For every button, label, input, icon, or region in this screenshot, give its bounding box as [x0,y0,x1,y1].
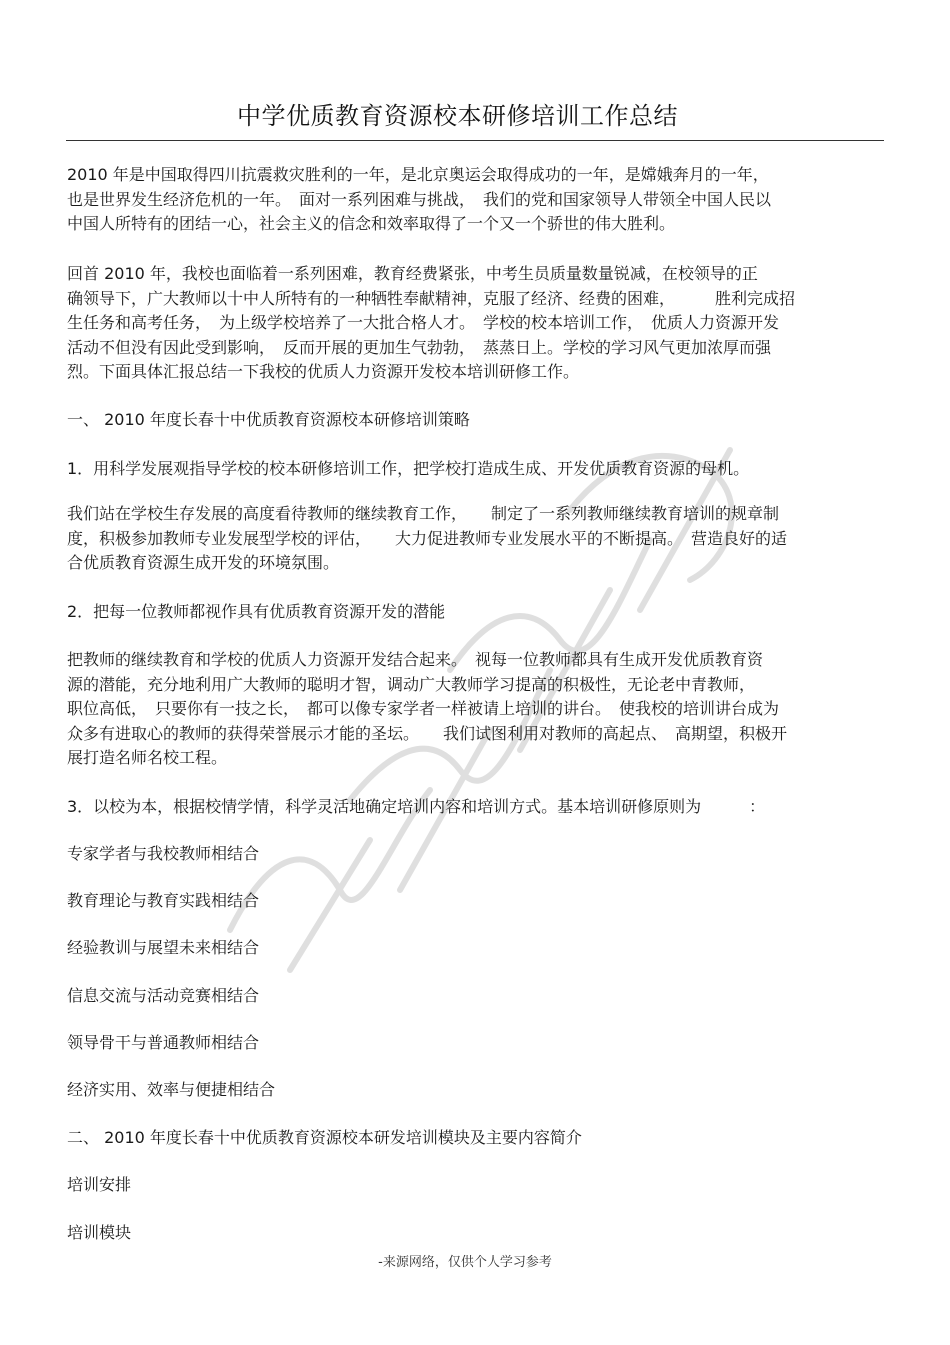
text-line: 活动不但没有因此受到影响， 反而开展的更加生气勃勃， 蒸蒸日上。学校的学习风气更加浓厚而强 [67,337,772,357]
paragraph [67,1078,882,1103]
text-line: 2010 年是中国取得四川抗震救灾胜利的一年，是北京奥运会取得成功的一年，是嫦娥奔月的一年， [67,165,769,184]
text-line: 经验教训与展望未来相结合 [67,938,260,957]
paragraph [67,842,882,867]
paragraph [67,1173,882,1198]
text-line: 生任务和高考任务， 为上级学校培养了一大批合格人才。 学校的校本培训工作， 优质人力资源开发 [67,313,780,332]
text-line: 1．用科学发展观指导学校的校本研修培训工作，把学校打造成生成、开发优质教育资源的母机。 [67,459,750,478]
text-line: 职位高低， 只要你有一技之长， 都可以像专家学者一样被请上培训的讲台。 使我校的培训讲台成为 [67,699,780,718]
text-line: 3．以校为本，根据校情学情，科学灵活地确定培训内容和培训方式。基本培训研修原则为 ： [67,797,766,816]
text-line: 领导骨干与普通教师相结合 [67,1033,260,1052]
text-line: 源的潜能，充分地利用广大教师的聪明才智，调动广大教师学习提高的积极性，无论老中青教师， [67,674,756,694]
text-line: 合优质教育资源生成开发的环境氛围。 [67,553,340,572]
paragraph [67,1031,882,1056]
text-line: 培训模块 [67,1223,132,1242]
text-line: 培训安排 [67,1175,132,1194]
paragraph [67,1126,882,1151]
text-line: 二、 2010 年度长春十中优质教育资源校本研发培训模块及主要内容简介 [67,1128,582,1147]
paragraph [67,408,882,433]
paragraph [67,889,882,914]
text-line: 度，积极参加教师专业发展型学校的评估， 大力促进教师专业发展水平的不断提高。 营造良好的适 [67,528,788,548]
text-line: 教育理论与教育实践相结合 [67,891,260,910]
text-line: 我们站在学校生存发展的高度看待教师的继续教育工作， 制定了一系列教师继续教育培训的规章制 [67,504,780,523]
text-line: 中国人所特有的团结一心，社会主义的信念和效率取得了一个又一个骄世的伟大胜利。 [67,214,676,233]
text-line: 专家学者与我校教师相结合 [67,844,260,863]
paragraph [67,648,882,771]
text-line: 也是世界发生经济危机的一年。 面对一系列困难与挑战， 我们的党和国家领导人带领全中国人民以 [67,189,772,209]
title-divider [66,140,884,141]
text-line: 一、 2010 年度长春十中优质教育资源校本研修培训策略 [67,410,470,429]
paragraph [67,163,882,237]
document-title: 中学优质教育资源校本研修培训工作总结 [237,102,678,130]
text-line: 2．把每一位教师都视作具有优质教育资源开发的潜能 [67,602,446,621]
paragraph [67,795,882,820]
paragraph [67,457,882,482]
paragraph [67,262,882,385]
text-line: 信息交流与活动竞赛相结合 [67,986,260,1005]
paragraph [67,502,882,576]
text-line: 众多有进取心的教师的获得荣誉展示才能的圣坛。 我们试图利用对教师的高起点、 高期望，积极开 [67,723,788,743]
paragraph [67,1221,882,1246]
text-line: 展打造名师名校工程。 [67,748,228,767]
text-line: 确领导下，广大教师以十中人所特有的一种牺牲奉献精神，克服了经济、经费的困难， 胜利完成招 [67,288,796,308]
paragraph [67,936,882,961]
text-line: 烈。下面具体汇报总结一下我校的优质人力资源开发校本培训研修工作。 [67,362,580,381]
paragraph [67,600,882,625]
text-line: 回首 2010 年，我校也面临着一系列困难，教育经费紧张，中考生员质量数量锐减，在校领导的正 [67,264,758,283]
page-footer: -来源网络，仅供个人学习参考 [378,1255,552,1270]
text-line: 经济实用、效率与便捷相结合 [67,1080,276,1099]
text-line: 把教师的继续教育和学校的优质人力资源开发结合起来。 视每一位教师都具有生成开发优质教育资 [67,650,764,669]
paragraph [67,984,882,1009]
